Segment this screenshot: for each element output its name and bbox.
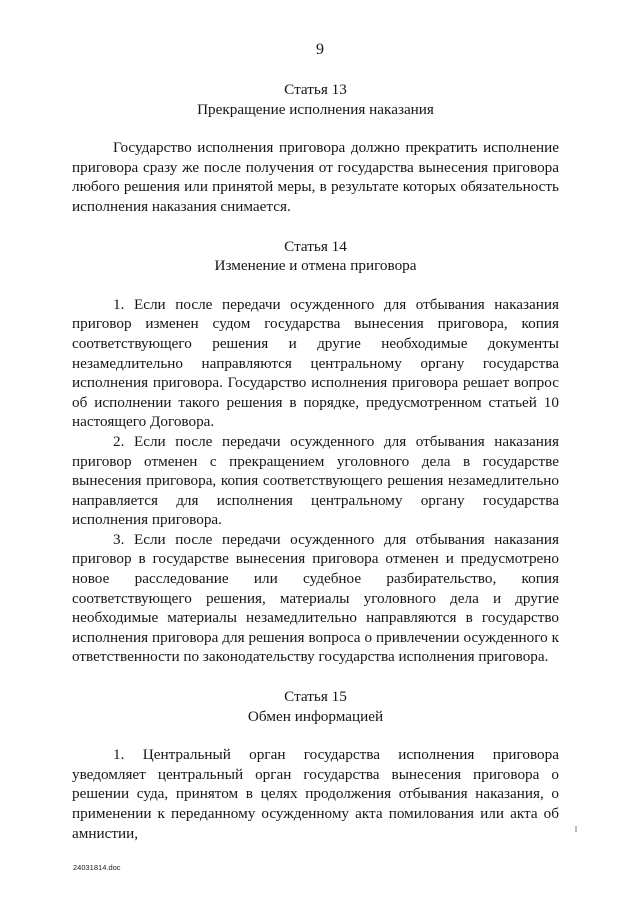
article-14-heading [72, 237, 559, 276]
article-14-title: Статья 14 [284, 237, 347, 255]
file-name-footer: 24031814.doc [73, 863, 121, 872]
page-number: 9 [316, 41, 324, 58]
article-13-title: Статья 13 [284, 81, 347, 98]
article-13-heading [72, 80, 559, 119]
article-14-paragraph-1: 1. Если после передачи осужденного для отбывания наказания приговор изменен судом государства вынесения приговора, копия соответствующего решения и другие необходимые документы незамедлительно направляются центральному органу государства исполнения приговора. Государство исполнения приговора решает вопрос об исполнении такого решения в порядке, предусмотренном статьей 10 настоящего Договора. [72, 295, 559, 431]
article-13-subtitle: Прекращение исполнения наказания [197, 100, 434, 118]
article-14-paragraph-2: 2. Если после передачи осужденного для отбывания наказания приговор отменен с прекращением уголовного дела в государстве вынесения приговора, копия соответствующего решения незамедлительно направляется для исполнения центральному органу государства исполнения приговора. [72, 432, 559, 529]
article-15-subtitle: Обмен информацией [247, 707, 384, 725]
article-14-paragraph-3: 3. Если после передачи осужденного для отбывания наказания приговор в государстве вынесения приговора отменен и предусмотрено новое расследование или судебное разбирательство, копия соответствующего решения, материалы уголовного дела и другие необходимые материалы незамедлительно направляются в государство исполнения приговора для решения вопроса о привлечении осужденного к ответственности по законодательству государства исполнения приговора. [72, 530, 559, 666]
article-14-subtitle: Изменение и отмена приговора [214, 257, 417, 275]
article-15-paragraph-1: 1. Центральный орган государства исполнения приговора уведомляет центральный орган государства вынесения приговора о решении суда, принятом в целях продолжения отбывания наказания, о применении к переданному осужденному акта помилования или акта об амнистии, [72, 746, 559, 842]
margin-mark [575, 826, 577, 832]
article-15-heading [72, 687, 559, 726]
article-13-paragraph-1: Государство исполнения приговора должно прекратить исполнение приговора сразу же после получения от государства вынесения приговора любого решения или принятой меры, в результате которых обязательность исполнения наказания снимается. [72, 139, 559, 215]
article-15-title: Статья 15 [284, 688, 347, 706]
document-body [72, 80, 559, 843]
